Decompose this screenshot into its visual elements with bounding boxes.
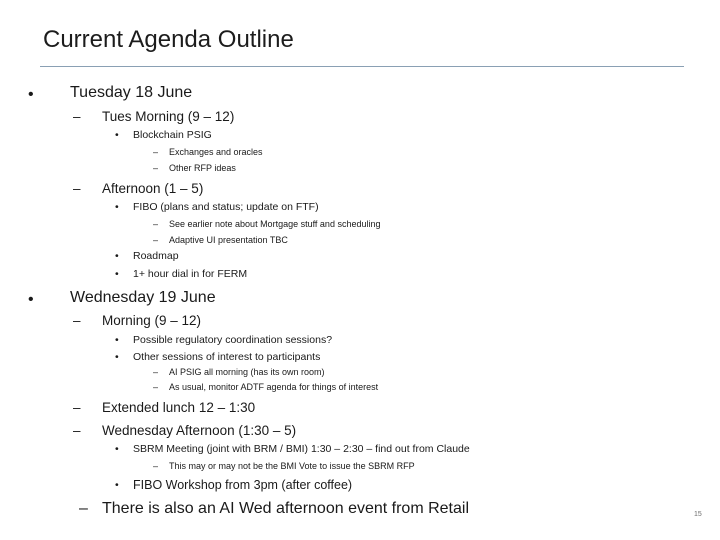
agenda-session-afternoon: Afternoon (1 – 5) <box>102 181 204 196</box>
bullet-marker: • <box>115 334 119 346</box>
dash-marker: – <box>73 400 81 415</box>
agenda-subitem: See earlier note about Mortgage stuff and scheduling <box>169 219 381 229</box>
dash-marker: – <box>153 147 159 157</box>
agenda-day-tuesday: Tuesday 18 June <box>70 84 193 101</box>
dash-marker: – <box>153 219 159 229</box>
agenda-subitem: As usual, monitor ADTF agenda for things of interest <box>169 382 379 392</box>
agenda-subitem: AI PSIG all morning (has its own room) <box>169 367 325 377</box>
agenda-item-roadmap: Roadmap <box>133 250 179 262</box>
bullet-marker: • <box>28 86 34 103</box>
dash-marker: – <box>73 423 81 438</box>
page-number: 15 <box>694 511 702 518</box>
bullet-marker: • <box>115 268 119 280</box>
agenda-item-regulatory: Possible regulatory coordination sessions? <box>133 334 333 346</box>
agenda-session-lunch: Extended lunch 12 – 1:30 <box>102 400 256 415</box>
dash-marker: – <box>153 163 159 173</box>
dash-marker: – <box>73 181 81 196</box>
agenda-session-wed-afternoon: Wednesday Afternoon (1:30 – 5) <box>102 423 297 438</box>
agenda-session-tues-morning: Tues Morning (9 – 12) <box>102 109 235 124</box>
agenda-item-other-sessions: Other sessions of interest to participants <box>133 351 321 363</box>
agenda-item-ferm: 1+ hour dial in for FERM <box>133 268 248 280</box>
bullet-marker: • <box>28 291 34 308</box>
dash-marker: – <box>153 367 159 377</box>
agenda-session-wed-morning: Morning (9 – 12) <box>102 313 202 328</box>
bullet-marker: • <box>115 443 119 455</box>
agenda-subitem: Adaptive UI presentation TBC <box>169 235 288 245</box>
dash-marker: – <box>153 235 159 245</box>
bullet-marker: • <box>115 201 119 213</box>
dash-marker: – <box>73 313 81 328</box>
dash-marker: – <box>73 109 81 124</box>
bullet-marker: • <box>115 479 119 491</box>
agenda-subitem: This may or may not be the BMI Vote to issue the SBRM RFP <box>169 461 415 471</box>
agenda-item-blockchain: Blockchain PSIG <box>133 129 212 141</box>
agenda-note-retail: There is also an AI Wed afternoon event from Retail <box>102 500 470 517</box>
agenda-subitem: Other RFP ideas <box>169 163 236 173</box>
bullet-marker: • <box>115 351 119 363</box>
dash-marker: – <box>153 382 159 392</box>
agenda-day-wednesday: Wednesday 19 June <box>70 289 216 306</box>
dash-marker: – <box>79 500 88 517</box>
bullet-marker: • <box>115 250 119 262</box>
slide-title: Current Agenda Outline <box>43 26 294 53</box>
agenda-item-fibo: FIBO (plans and status; update on FTF) <box>133 201 319 213</box>
title-divider <box>40 66 684 67</box>
bullet-marker: • <box>115 129 119 141</box>
agenda-item-fibo-workshop: FIBO Workshop from 3pm (after coffee) <box>133 478 353 492</box>
agenda-subitem: Exchanges and oracles <box>169 147 263 157</box>
dash-marker: – <box>153 461 159 471</box>
agenda-item-sbrm: SBRM Meeting (joint with BRM / BMI) 1:30 – 2:30 – find out from Claude <box>133 443 470 455</box>
